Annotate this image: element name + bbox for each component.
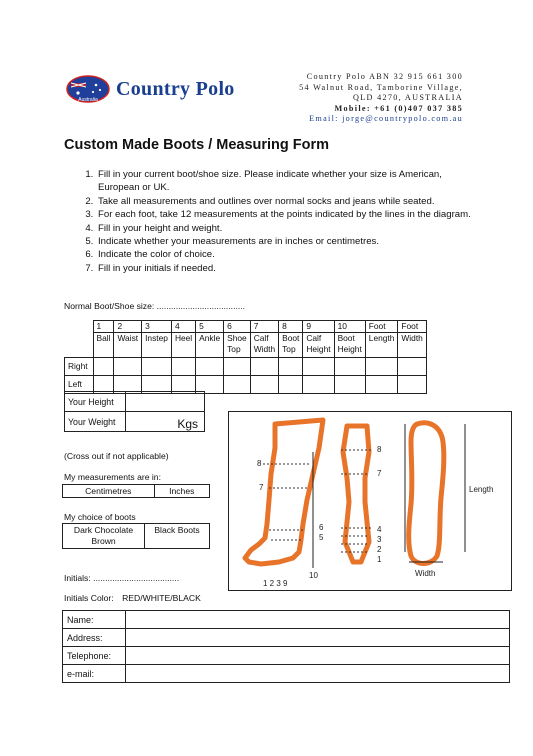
field-label: Telephone: [63, 647, 126, 665]
label-4-back: 4 [377, 525, 382, 534]
label-length: Length [469, 485, 494, 494]
col-label-line: Boot [282, 333, 300, 343]
cell-input[interactable] [93, 358, 114, 376]
col-label [303, 333, 334, 358]
cell-input[interactable] [365, 358, 398, 376]
address-email[interactable]: Email: jorge@countrypolo.com.au [309, 114, 463, 124]
form-title: Custom Made Boots / Measuring Form [64, 137, 330, 153]
cell-input[interactable] [365, 376, 398, 394]
label-2-back: 2 [377, 545, 382, 554]
label-7-side: 7 [259, 483, 264, 492]
col-number: 2 [114, 321, 142, 333]
col-label: Ball [93, 333, 114, 358]
cell-input[interactable] [250, 358, 278, 376]
cell-input[interactable] [334, 376, 365, 394]
back-leg-outline [343, 426, 369, 562]
col-label-line: Boot [337, 333, 355, 343]
address-input[interactable] [126, 629, 510, 647]
cell-input[interactable] [224, 376, 251, 394]
col-number: 1 [93, 321, 114, 333]
cell-input[interactable] [142, 358, 172, 376]
sole-outline [409, 423, 444, 564]
col-number: Foot [365, 321, 398, 333]
col-number: 4 [171, 321, 195, 333]
col-label-line: Width [253, 344, 276, 354]
table-row-right [65, 358, 427, 376]
shoe-size-field[interactable]: Normal Boot/Shoe size: ..................................... [64, 301, 246, 311]
col-label [224, 333, 251, 358]
col-label [279, 333, 303, 358]
label-10-side: 10 [309, 571, 318, 580]
address-mobile: Mobile: +61 (0)407 037 385 [334, 103, 463, 113]
address-line: Country Polo ABN 32 915 661 300 [306, 72, 463, 81]
cell-input[interactable] [250, 376, 278, 394]
measuring-diagram [228, 411, 512, 591]
col-label: Heel [171, 333, 195, 358]
cell-input[interactable] [224, 358, 251, 376]
initials-field[interactable]: Initials: .................................... [64, 573, 180, 583]
col-label: Width [398, 333, 426, 358]
cell-input[interactable] [114, 358, 142, 376]
col-number: 8 [279, 321, 303, 333]
weight-label: Your Weight [65, 412, 126, 432]
height-input[interactable] [126, 392, 205, 412]
col-label [334, 333, 365, 358]
email-input[interactable] [126, 665, 510, 683]
instruction-item: 3. For each foot, take 12 measurements at the points indicated by the lines in the diagram. [96, 208, 486, 221]
cell-input[interactable] [303, 376, 334, 394]
cell-input[interactable] [196, 358, 224, 376]
col-label-line: Calf [306, 333, 322, 343]
cell-input[interactable] [398, 358, 426, 376]
col-label-line: Shoe [227, 333, 247, 343]
col-label-line: Height [306, 344, 331, 354]
address-line: 54 Walnut Road, Tamborine Village, [299, 82, 463, 92]
cell-input[interactable] [279, 376, 303, 394]
field-label: Address: [63, 629, 126, 647]
unit-centimetres[interactable]: Centimetres [63, 485, 155, 498]
measurements-label: My measurements are in: [64, 472, 161, 482]
col-label-line: Top [282, 344, 296, 354]
name-input[interactable] [126, 611, 510, 629]
cell-input[interactable] [279, 358, 303, 376]
initials-color-label: Initials Color: [64, 593, 114, 603]
col-label-line: Height [337, 344, 362, 354]
measurement-table [64, 320, 427, 394]
label-6-side: 6 [319, 523, 324, 532]
row-label: Left [65, 376, 94, 394]
col-label: Instep [142, 333, 172, 358]
weight-unit: Kgs [177, 417, 198, 431]
label-1-back: 1 [377, 555, 382, 564]
col-label: Ankle [196, 333, 224, 358]
col-number: 7 [250, 321, 278, 333]
col-number: 5 [196, 321, 224, 333]
units-choice [62, 484, 210, 498]
instruction-item: 2. Take all measurements and outlines over normal socks and jeans while seated. [96, 195, 486, 208]
weight-input[interactable] [126, 412, 205, 432]
field-label: e-mail: [63, 665, 126, 683]
instruction-list [78, 168, 486, 275]
col-number: 9 [303, 321, 334, 333]
company-address [299, 72, 463, 125]
side-boot-outline [245, 420, 323, 564]
boot-dark-chocolate[interactable] [63, 524, 145, 549]
contact-table [62, 610, 510, 683]
instruction-item: 4. Fill in your height and weight. [96, 222, 486, 235]
flag-caption: Australia [78, 97, 98, 103]
cell-input[interactable] [303, 358, 334, 376]
flag-logo-icon [66, 75, 110, 103]
col-number: 6 [224, 321, 251, 333]
field-label: Name: [63, 611, 126, 629]
boot-black[interactable]: Black Boots [145, 524, 210, 549]
cell-input[interactable] [398, 376, 426, 394]
instruction-item: 1. Fill in your current boot/shoe size. Please indicate whether your size is American, European or UK. [96, 168, 486, 195]
height-weight-table [64, 391, 205, 432]
instruction-item: 7. Fill in your initials if needed. [96, 262, 486, 275]
cell-input[interactable] [334, 358, 365, 376]
label-bottom-sequence: 1 2 3 9 [263, 579, 288, 588]
instruction-item: 5. Indicate whether your measurements are in inches or centimetres. [96, 235, 486, 248]
table-corner [65, 321, 94, 358]
boot-choice-text: Brown [91, 536, 116, 546]
label-width: Width [415, 569, 436, 578]
cross-out-note: (Cross out if not applicable) [64, 451, 169, 461]
label-5-side: 5 [319, 533, 324, 542]
brand-name: Country Polo [116, 78, 235, 100]
boot-choice-text: Dark Chocolate [73, 525, 134, 535]
col-label [250, 333, 278, 358]
col-label: Length [365, 333, 398, 358]
col-number: Foot [398, 321, 426, 333]
col-label: Waist [114, 333, 142, 358]
row-label: Right [65, 358, 94, 376]
initials-color [64, 593, 201, 603]
boots-choice [62, 523, 210, 549]
label-8-back: 8 [377, 445, 382, 454]
instruction-item: 6. Indicate the color of choice. [96, 248, 486, 261]
height-label: Your Height [65, 392, 126, 412]
col-number: 10 [334, 321, 365, 333]
label-8-side: 8 [257, 459, 262, 468]
col-label-line: Top [227, 344, 241, 354]
initials-color-value[interactable]: RED/WHITE/BLACK [122, 593, 201, 603]
boots-label: My choice of boots [64, 512, 136, 522]
telephone-input[interactable] [126, 647, 510, 665]
label-7-back: 7 [377, 469, 382, 478]
address-line: QLD 4270, AUSTRALIA [353, 93, 463, 103]
label-3-back: 3 [377, 535, 382, 544]
col-label-line: Calf [253, 333, 269, 343]
cell-input[interactable] [171, 358, 195, 376]
col-number: 3 [142, 321, 172, 333]
unit-inches[interactable]: Inches [154, 485, 209, 498]
